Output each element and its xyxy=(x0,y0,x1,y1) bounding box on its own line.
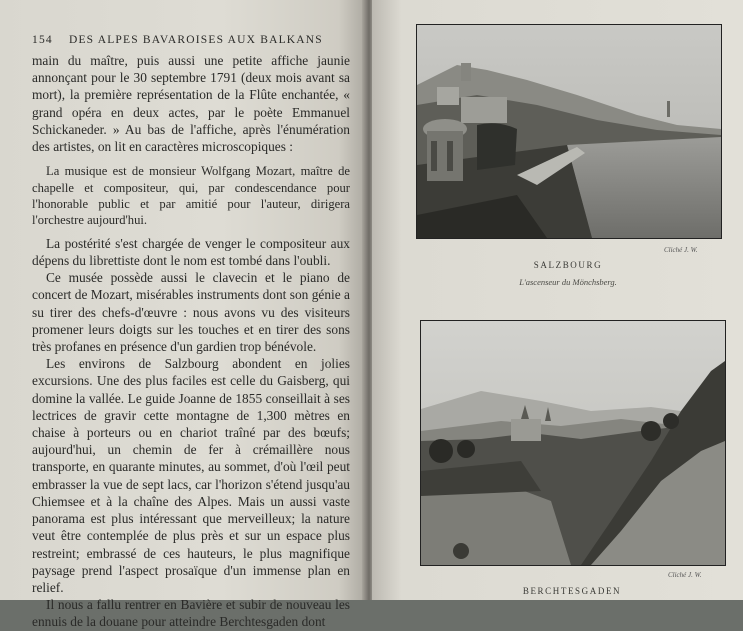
photo-berchtesgaden xyxy=(420,320,726,566)
paragraph-quote: La musique est de monsieur Wolfgang Mozart, maître de chapelle et compositeur, qui, par condescendance pour l'honorable public et par amitié pour l'auteur, dirigera l'orchestre aujourd'hui. xyxy=(32,164,350,228)
photo-credit-1: Cliché J. W. xyxy=(664,246,698,254)
running-head xyxy=(32,34,350,46)
caption-berchtesgaden: BERCHTESGADEN xyxy=(522,586,622,596)
paragraph-1: main du maître, puis aussi une petite affiche jaunie annonçant pour le 30 septembre 1791 (deux mois avant sa mort), la première représentation de la Flûte enchantée, « grand opéra en deux actes, par le poète Emmanuel Schickaneder. » Au bas de l'affiche, après l'énumération des artistes, on lit en caractères microscopiques : xyxy=(32,53,350,155)
caption-salzbourg: SALZBOURG xyxy=(533,260,603,270)
photo-salzbourg xyxy=(416,24,722,239)
paragraph-3: La postérité s'est chargée de venger le compositeur aux dépens du librettiste dont le nom est tombé dans l'oubli. xyxy=(32,235,350,269)
paragraph-6: Il nous a fallu rentrer en Bavière et subir de nouveau les ennuis de la douane pour atteindre Berchtesgaden dont xyxy=(32,597,350,630)
running-head-title: DES ALPES BAVAROISES AUX BALKANS xyxy=(68,34,323,46)
body-text xyxy=(32,52,350,631)
paragraph-5: Les environs de Salzbourg abondent en jolies excursions. Une des plus faciles est celle du Gaisberg, qui domine la vallée. Le guide Joanne de 1855 conseillait à ses lectrices de gravir cette montagne de 1,300 mètres en chaise à porteurs ou en chariot traîné par des bœufs; aujourd'hui, un chemin de fer à crémaillère nous transporte, en quarante minutes, au sommet, d'où l'œil peut embrasser la vue de sept lacs, car l'horizon s'étend jusqu'au Chiemsee et à la chaîne des Alpes. Mais un aussi vaste panorama est plus intéressant que merveilleux; la nature veut être contemplée de plus près et sur un espace plus restreint; embrassé de ces hauteurs, le plus magnifique paysage prend l'aspect prosaïque d'un immense plan en relief. xyxy=(32,356,350,595)
subcaption-salzbourg: L'ascenseur du Mönchsberg. xyxy=(519,277,617,287)
page-number: 154 xyxy=(32,34,53,46)
photo-credit-2: Cliché J. W. xyxy=(668,571,702,579)
left-page xyxy=(0,0,368,630)
right-page xyxy=(372,0,743,600)
paragraph-4: Ce musée possède aussi le clavecin et le piano de concert de Mozart, misérables instruments dont son génie a su tirer des chefs-d'œuvre : nous avons vu des visiteurs promener leurs doigts sur les touches et en tirer des sons très profanes en présence d'un gardien trop bénévole. xyxy=(32,270,350,355)
